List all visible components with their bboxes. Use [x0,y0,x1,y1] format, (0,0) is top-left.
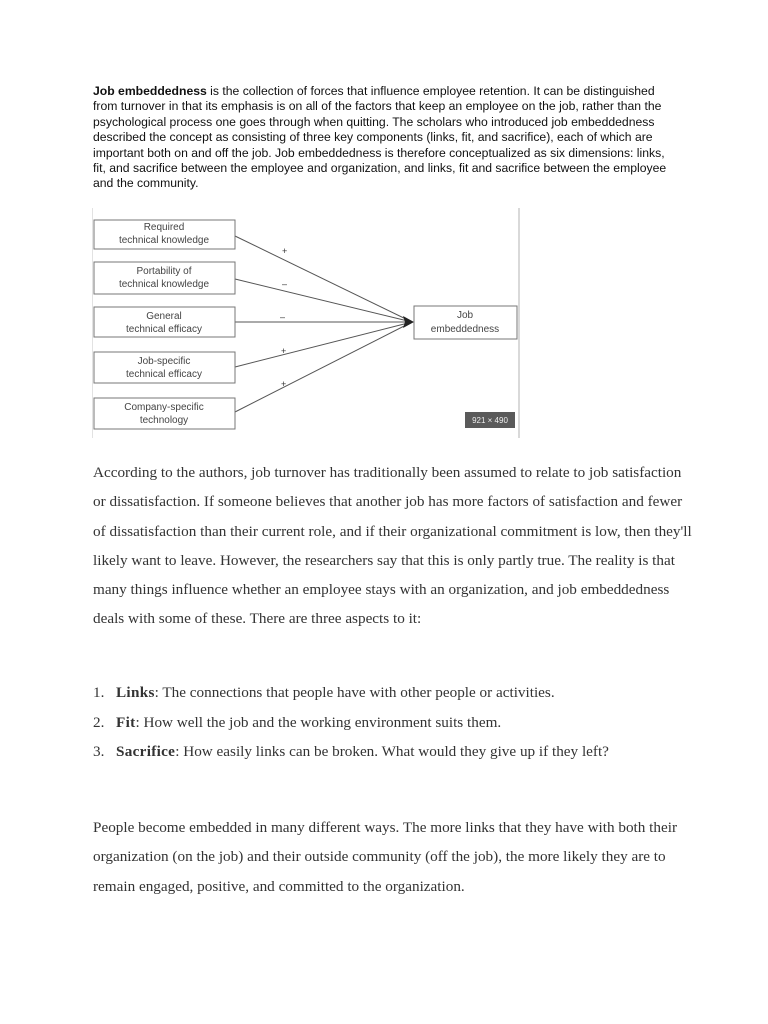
factor-box-5 [94,398,235,429]
outcome-line1: Job [456,310,474,321]
factor-4-line2: technical efficacy [126,369,202,380]
sign-label-2: – [282,279,288,289]
aspect-term-fit: Fit [116,713,136,731]
size-badge-text: 921 × 490 [472,416,508,425]
aspect-term-links: Links [116,684,155,701]
list-item [93,678,693,708]
diagram-right-edge [518,208,520,438]
factor-1-line2: technical knowledge [118,235,210,246]
sign-label-4: + [281,346,287,356]
image-size-badge [465,412,515,428]
factor-box-2 [94,262,235,294]
outcome-box [414,306,517,339]
list-item [93,737,693,767]
aspects-list [93,678,693,767]
sign-label-5: + [281,379,287,389]
factor-3-line1: General [146,311,182,322]
intro-term: Job embeddedness [93,84,207,98]
arrow-line-4 [235,322,412,367]
sign-label-3: – [280,312,286,322]
outcome-line2: embeddedness [430,324,500,335]
aspect-desc-links: : The connections that people have with other people or activities. [154,684,555,701]
factor-3-line2: technical efficacy [126,324,202,335]
factor-box-1 [94,220,235,249]
aspect-desc-sacrifice: : How easily links can be broken. What would they give up if they left? [175,743,609,760]
sign-label-1: + [282,246,288,256]
factor-5-line1: Company-specific [124,402,204,413]
diagram-svg [92,208,520,438]
diagram-left-edge [92,208,93,438]
paragraph-turnover: According to the authors, job turnover has traditionally been assumed to relate to job satisfaction or dissatisfaction. If someone believes that another job has more factors of satisfaction and fewer of dissatisfaction than their current role, and if their organizational commitment is low, then they'll likely want to leave. However, the researchers say that this is only partly true. The reality is that many things influence whether an employee stays with an organization, and job embeddedness deals with some of these. There are three aspects to it: [93,464,692,628]
list-item [93,708,693,738]
list-number: 3. [93,743,105,760]
aspect-desc-fit: : How well the job and the working environment suits them. [135,713,502,731]
embeddedness-diagram [92,208,520,438]
factor-1-line1: Required [143,222,185,233]
list-number: 1. [93,684,105,701]
aspect-term-sacrifice: Sacrifice [116,743,176,760]
list-number: 2. [93,713,105,731]
arrow-line-5 [235,322,412,412]
factor-2-line2: technical knowledge [118,279,210,290]
factor-4-line1: Job-specific [137,356,191,367]
factor-box-3 [94,307,235,337]
arrow-line-2 [235,279,412,322]
intro-text: is the collection of forces that influence employee retention. It can be distinguished from turnover in that its emphasis is on all of the factors that keep an employee on the job, rather than the psychological process one goes through when quitting. The scholars who introduced job embeddedness described the concept as consisting of three key components (links, fit, and sacrifice), each of which are important both on and off the job. Job embeddedness is therefore conceptualized as six dimensions: links, fit, and sacrifice between the employee and organization, and links, fit and sacrifice between the employee and the community. [93,84,667,191]
factor-5-line2: technology [139,415,189,426]
paragraph-embedded: People become embedded in many different ways. The more links that they have with both their organization (on the job) and their outside community (off the job), the more likely they are to remain engaged, positive, and committed to the organization. [93,819,677,895]
factor-box-4 [94,352,235,383]
intro-paragraph [93,84,678,192]
arrow-line-1 [235,236,412,322]
factor-2-line1: Portability of [136,266,192,277]
